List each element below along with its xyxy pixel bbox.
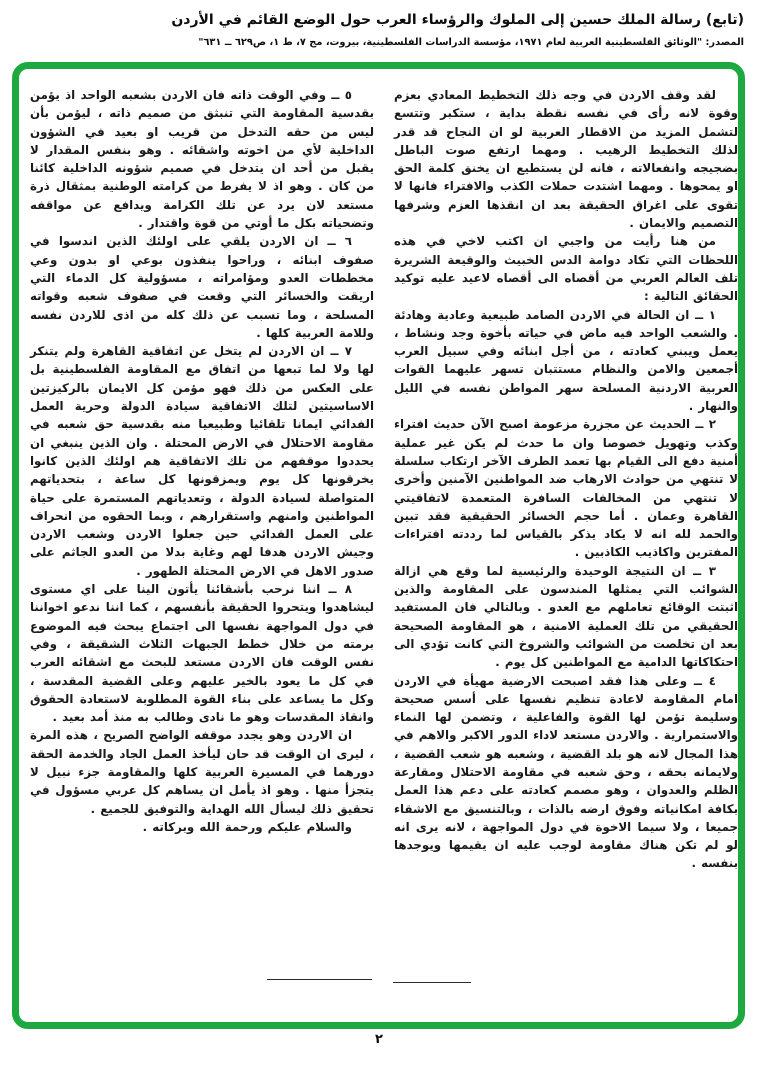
page-title: (تابع) رسالة الملك حسين إلى الملوك والرؤساء العرب حول الوضع القائم في الأردن	[171, 12, 744, 28]
two-column-body	[30, 86, 738, 873]
column-left	[30, 86, 374, 873]
paragraph: ٣ ــ ان النتيجة الوحيدة والرئيسية لما وقع هي ازالة الشوائب التي يمثلها المندسون على المقاومة والذين اثبتت الوقائع تعاملهم مع العدو . وبالتالي فان المستفيد الحقيقي من تلك العملية الامنية ، هو المقاومة الصحيحة بعد ان تخلصت من الشوائب والشروخ التي كانت تؤدي الى احتكاكاتها الدامية مع المواطنين كل يوم .	[394, 563, 738, 670]
footnote-rule-right-column	[393, 982, 471, 983]
paragraph: لقد وقف الاردن في وجه ذلك التخطيط المعادي بعزم وقوة لانه رأى في نفسه نقطة بداية ، ستكبر وتتسع لتشمل المزيد من الاقطار العربية لو ان النجاح قد قدر لذلك التخطيط الرهيب . ومهما ارتفع صوت الباطل بضجيجه وانفعالاته ، فانه لن يستطيع ان يخنق كلمة الحق او يمحوها . ومهما اشتدت حملات الكذب والافتراء فانها لا تقوى على اغراق الحقيقة بعد ان انقذها العزم وشرفها التصميم والايمان .	[394, 88, 738, 231]
paragraph: والسلام عليكم ورحمة الله وبركاته .	[142, 819, 352, 834]
paragraph: ١ ــ ان الحالة في الاردن الصامد طبيعية وعادية وهادئة . والشعب الواحد فيه ماض في حياته بأخوة وجد ونشاط ، يعمل ويبني كعادته ، من أجل ابنائه وفي سبيل العرب أجمعين والامن والنظام مستتبان تسهر عليهما القوات العربية الاردنية المسلحة سهر المواطن نفسه في الليل والنهار .	[394, 307, 738, 414]
paragraph: ٢ ــ الحديث عن مجزرة مزعومة اصبح الآن حديث افتراء وكذب وتهويل خصوصا وان ما حدث لم يكن غير عملية أمنية دفع الى القيام بها تعمد الطرف الآخر ارتكاب سلسلة لا تنتهي من حوادث الارهاب ضد المواطنين الآمنين وأخرى لا تنتهي من المخالفات السافرة المتعمدة لاتفاقيتي القاهرة وعمان . أما حجم الخسائر الحقيقية فقد تبين والحمد لله انه لا يكاد يذكر بالقياس لما رددته افتراءات المفترين واكاذيب الكاذبين .	[394, 417, 738, 560]
paragraph: ٨ ــ اننا نرحب بأشقائنا يأتون الينا على اي مستوى ليشاهدوا ويتحروا الحقيقة بأنفسهم ، كما اننا ندعو اخواننا في دول المواجهة نفسها الى اجتماع يبحث فيه الموضوع برمته من خلال خطط الجبهات الثلاث الشقيقة ، وفي نفس الوقت فان الاردن مستعد للبحث مع اشقائه العرب في كل ما يعود بالخير عليهم وعلى القضية المقدسة ، وكل ما يساعد على بناء القوة المطلوبة لاستعادة الحقوق وانقاذ المقدسات وهو ما نادى وطالب به منذ أمد بعيد .	[30, 582, 374, 725]
paragraph: ٦ ــ ان الاردن يلقي على اولئك الذين اندسوا في صفوف ابنائه ، وراحوا ينفذون بوعي او بدون وعي مخططات العدو ومؤامراته ، مسؤولية كل الدماء التي اريقت والخسائر التي وقعت في صفوف شعبه وقواته المسلحة ، وما تسبب عن ذلك كله من اذى للاردن نفسه وللامة العربية كلها .	[30, 234, 374, 340]
document-header	[14, 10, 744, 49]
column-right	[394, 86, 738, 873]
page-number: ٢	[375, 1032, 383, 1047]
source-citation: المصدر: "الوثائق الفلسطينية العربية لعام ١٩٧١، مؤسسة الدراسات الفلسطينية، بيروت، مج ٧، ط ١، ص٦٢٩ ــ ٦٣١"	[198, 37, 744, 48]
paragraph: ٧ ــ ان الاردن لم يتخل عن اتفاقية القاهرة ولم يتنكر لها ولا لما تبعها من اتفاق مع المقاومة الفلسطينية بل على العكس من ذلك فهو مؤمن كل الايمان بالركيزتين الاساسيتين لتلك الاتفاقية سيادة الدولة وحرية العمل الفدائي ايمانا تلقائيا وطبيعيا منه بقدسية حق شعبه في مقاومة الاحتلال في الارض المحتلة . وان الذين ينبغي ان يحددوا موقفهم من تلك الاتفاقية هم اولئك الذين كانوا يخرقونها كل يوم ويمزقونها كل ساعة ، بتحدياتهم المتواصلة لسيادة الدولة ، وتعدياتهم المستمرة على حياة المواطنين وامنهم واستقرارهم ، وبما الحقوه من انحراف على العمل الفدائي حين جعلوا الاردن وشعب الاردن وجيش الاردن هدفا لهم وغاية بدلا من العدو الجاثم على صدور الاهل في الارض المحتلة الطهور .	[30, 344, 374, 578]
paragraph: ٤ ــ وعلى هذا فقد اصبحت الارضية مهيأة في الاردن امام المقاومة لاعادة تنظيم نفسها على أسس صحيحة وسليمة تؤمن لها القوة والفاعلية ، وتضمن لها النماء والاستمرارية . والاردن مستعد لاداء الدور الاكبر والاهم في هذا المجال لانه هو بلد القضية ، وشعبه هو شعب القضية ، ولايمانه بحقه ، وحق شعبه في مقاومة الاحتلال ومقارعة الظلم والعدوان ، وهو مصمم كعادته على دعم هذا العمل بكافة امكانياته وفوق ارضه بالذات ، وبالتنسيق مع الاشقاء جميعا ، ولا سيما الاخوة في دول المواجهة ، لانه يرى انه لو لم تكن هناك مقاومة لوجب عليه ان يقيمها ويوجدها بنفسه .	[394, 673, 738, 871]
footnote-rule-left-column	[267, 979, 372, 980]
paragraph: ٥ ــ وفي الوقت ذاته فان الاردن بشعبه الواحد اذ يؤمن بقدسية المقاومة التي تنبثق من صميم ذاته ، ليؤمن بأن ليس من حقه التدخل من قريب او بعيد في الشؤون الداخلية لأي من اخوته واشقائه . وهو بنفس المقدار لا يقبل من أحد ان يتدخل في صميم شؤونه الداخلية كائنا من كان . وهو اذ لا يفرط من كرامته الوطنية بمثقال ذرة مستعد لان يرد عن تلك الكرامة ويدافع عن مواقفه وتضحياته بكل ما أوتي من قوة واقتدار .	[30, 88, 374, 231]
paragraph: من هنا رأيت من واجبي ان اكتب لاخي في هذه اللحظات التي تكاد دوامة الدس الخبيث والوقيعة الشريرة تلف العالم العربي من أقصاه الى أقصاه لاعيد عليه توكيد الحقائق التالية :	[394, 234, 738, 304]
paragraph: ان الاردن وهو يجدد موقفه الواضح الصريح ، هذه المرة ، ليرى ان الوقت قد حان ليأخذ العمل الجاد والخدمة الحقة دورهما في المسيرة العربية كلها والمقاومة جزء نبيل لا يتجزأ منها . وهو اذ يأمل ان يساهم كل عربي مسؤول في تحقيق ذلك ليسأل الله الهداية والتوفيق للجميع .	[30, 728, 374, 816]
